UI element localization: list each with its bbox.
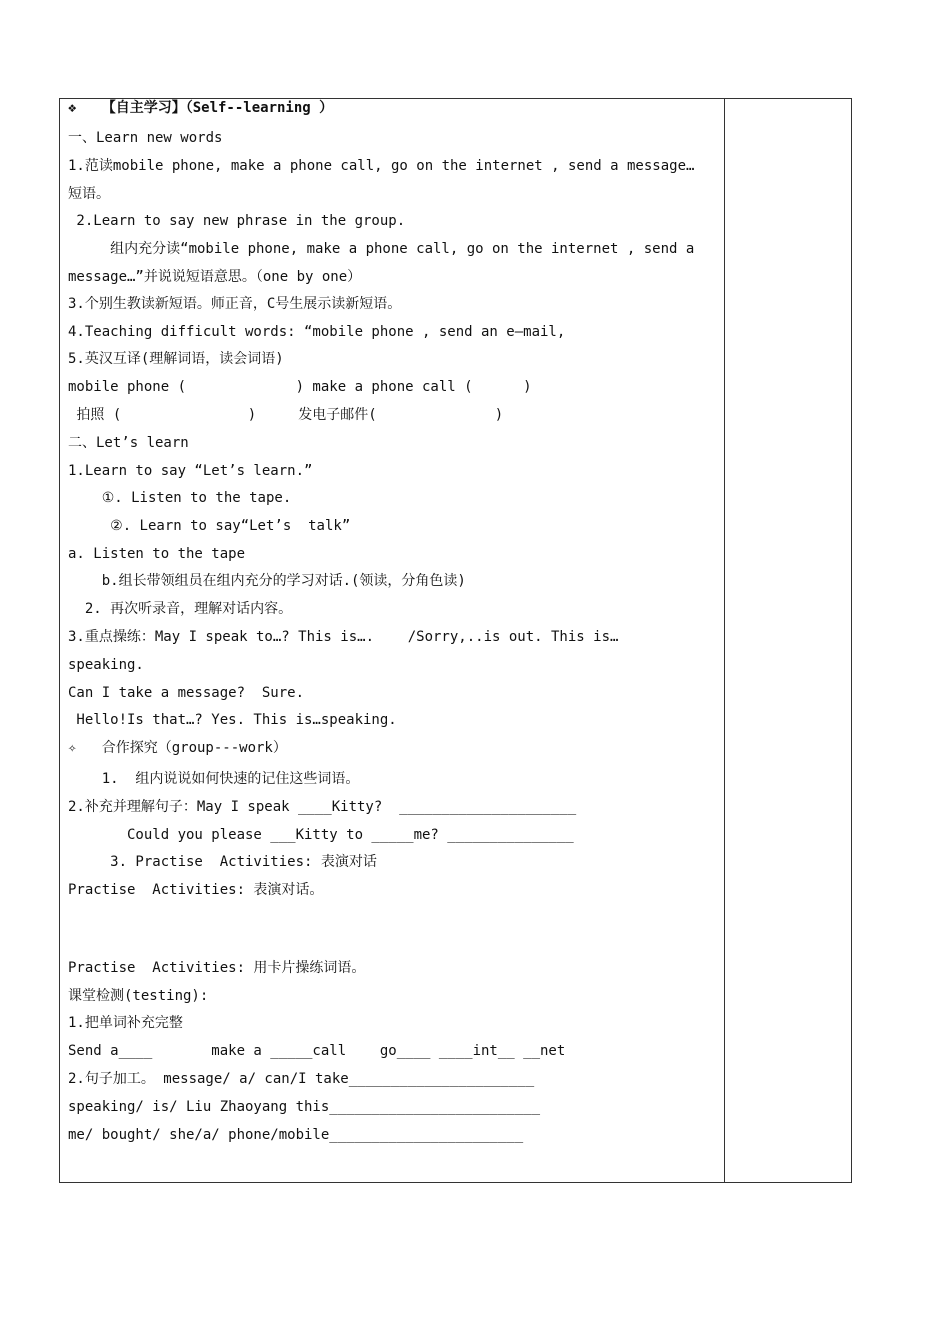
line-14: ②. Learn to say“Let’s talk” <box>68 518 351 534</box>
line-16: b.组长带领组员在组内充分的学习对话.(领读，分角色读) <box>68 573 466 589</box>
line-8: 5.英汉互译(理解词语，读会词语) <box>68 351 284 367</box>
line-18: 3.重点操练：May I speak to…? This is…. /Sorry,..is out. This is… <box>68 629 619 645</box>
line-21: Hello!Is that…? Yes. This is…speaking. <box>68 712 397 728</box>
line-26: 3. Practise Activities: 表演对话 <box>68 854 377 870</box>
line-2: 短语。 <box>68 186 110 202</box>
line-24: 2.补充并理解句子：May I speak ____Kitty? _____________________ <box>68 799 577 815</box>
line-17: 2. 再次听录音，理解对话内容。 <box>68 601 293 617</box>
line-lets-learn: 二、Let’s learn <box>68 435 189 451</box>
line-23: 1. 组内说说如何快速的记住这些词语。 <box>68 771 360 787</box>
line-10: 拍照 ( ) 发电子邮件( ) <box>68 407 504 423</box>
line-27: Practise Activities: 表演对话。 <box>68 882 324 898</box>
line-learn-new-words: 一、Learn new words <box>68 130 223 146</box>
section-heading-group-work: ✧ 合作探究（group---work） <box>68 740 287 756</box>
line-7: 4.Teaching difficult words: “mobile phone , send an e—mail, <box>68 324 566 340</box>
line-20: Can I take a message? Sure. <box>68 685 305 701</box>
line-28: Practise Activities: 用卡片操练词语。 <box>68 960 366 976</box>
line-32: 2.句子加工。 message/ a/ can/I take______________________ <box>68 1071 535 1087</box>
line-5: message…”并说说短语意思。（one by one） <box>68 269 362 285</box>
line-13: ①. Listen to the tape. <box>68 490 292 506</box>
line-31: Send a____ make a _____call go____ ____int__ __net <box>68 1043 566 1059</box>
line-30: 1.把单词补充完整 <box>68 1015 183 1031</box>
line-33: speaking/ is/ Liu Zhaoyang this_________________________ <box>68 1099 541 1115</box>
line-1: 1.范读mobile phone, make a phone call, go on the internet , send a message… <box>68 158 695 174</box>
line-12: 1.Learn to say “Let’s learn.” <box>68 463 313 479</box>
section-heading-testing: 课堂检测(testing): <box>68 988 209 1004</box>
line-25: Could you please ___Kitty to _____me? _______________ <box>68 827 574 843</box>
section-heading-self-learning: ❖ 【自主学习】（Self--learning ） <box>68 100 334 116</box>
line-15: a. Listen to the tape <box>68 546 246 562</box>
line-9: mobile phone ( ) make a phone call ( ) <box>68 379 532 395</box>
column-divider <box>724 98 725 1183</box>
line-34: me/ bought/ she/a/ phone/mobile_______________________ <box>68 1127 524 1143</box>
line-6: 3.个别生教读新短语。师正音，C号生展示读新短语。 <box>68 296 402 312</box>
line-3: 2.Learn to say new phrase in the group. <box>68 213 406 229</box>
line-4: 组内充分读“mobile phone, make a phone call, go on the internet , send a <box>68 241 695 257</box>
line-19: speaking. <box>68 657 144 673</box>
